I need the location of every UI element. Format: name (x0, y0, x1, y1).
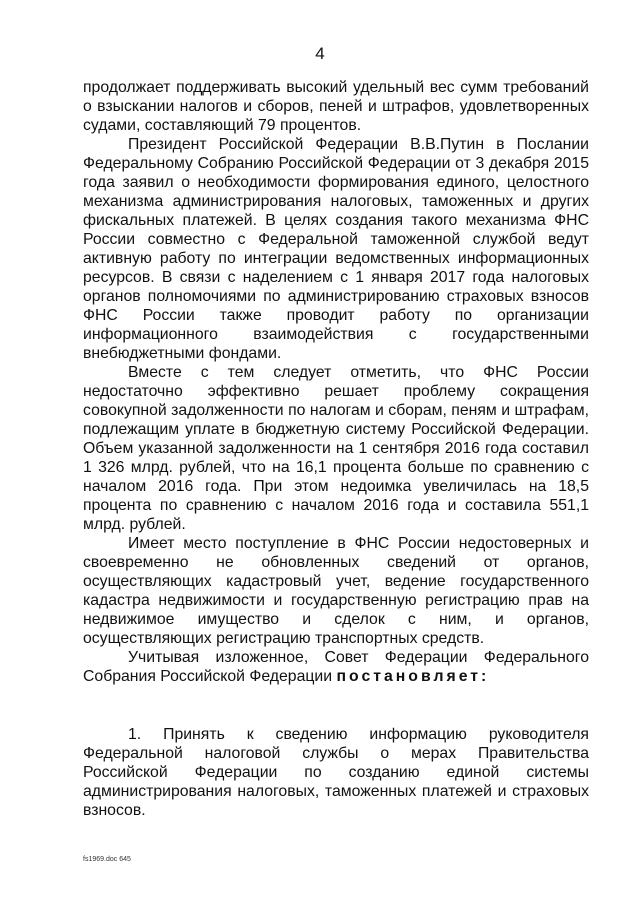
resolution-item-1: 1. Принять к сведению информацию руководителя Федеральной налоговой службы о мерах Правительства Российской Федерации по созданию единой системы администрирования налоговых, таможенных платежей и страховых взносов. (83, 726, 589, 819)
paragraph-unreliable-data: Имеет место поступление в ФНС России недостоверных и своевременно не обновленных сведений от органов, осуществляющих кадастровый учет, ведение государственного кадастра недвижимости и государственную регистрацию прав на недвижимое имущество и сделок с ним, и органов, осуществляющих регистрацию транспортных средств. (83, 535, 589, 647)
footer-doc-code: fs1969.doc 645 (83, 856, 131, 863)
page-number: 4 (315, 44, 325, 63)
document-body (83, 78, 589, 820)
resolution-verb: постановляет: (336, 668, 490, 685)
resolution-intro: Учитывая изложенное, Совет Федерации Федерального Собрания Российской Федерации (83, 649, 589, 685)
paragraph-president-address: Президент Российской Федерации В.В.Путин в Послании Федеральному Собранию Российской Федерации от 3 декабря 2015 года заявил о необходимости формирования единого, целостного механизма администрирования налоговых, таможенных и других фискальных платежей. В целях создания такого механизма ФНС России совместно с Федеральной таможенной службой ведут активную работу по интеграции ведомственных информационных ресурсов. В связи с наделением с 1 января 2017 года налоговых органов полномочиями по администрированию страховых взносов ФНС России также проводит работу по организации информационного взаимодействия с государственными внебюджетными фондами. (83, 136, 589, 362)
paragraph-continuation: продолжает поддерживать высокий удельный вес сумм требований о взыскании налогов и сборов, пеней и штрафов, удовлетворенных судами, составляющий 79 процентов. (83, 79, 589, 134)
paragraph-debt: Вместе с тем следует отметить, что ФНС России недостаточно эффективно решает проблему сокращения совокупной задолженности по налогам и сборам, пеням и штрафам, подлежащим уплате в бюджетную систему Российской Федерации. Объем указанной задолженности на 1 сентября 2016 года составил 1 326 млрд. рублей, что на 16,1 процента больше по сравнению с началом 2016 года. При этом недоимка увеличилась на 18,5 процента по сравнению с началом 2016 года и составила 551,1 млрд. рублей. (83, 364, 589, 533)
paragraph-resolution (83, 648, 589, 686)
